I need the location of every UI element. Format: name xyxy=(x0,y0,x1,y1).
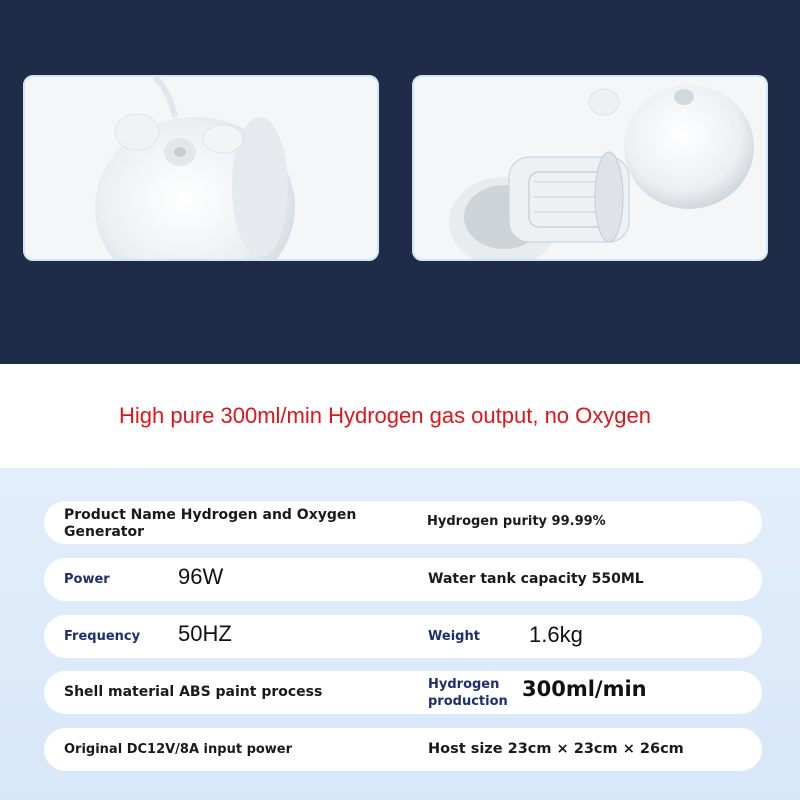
hydrogen-production-label-line2: production xyxy=(428,694,508,709)
host-size: Host size 23cm × 23cm × 26cm xyxy=(428,741,684,757)
spec-row-1 xyxy=(44,501,762,544)
power-value: 96W xyxy=(178,564,224,589)
hydrogen-production-label xyxy=(428,676,508,710)
product-name xyxy=(64,507,364,541)
product-image-exploded xyxy=(412,75,768,261)
spec-row-2 xyxy=(44,558,762,601)
spec-row-3 xyxy=(44,615,762,658)
spec-row-4 xyxy=(44,671,762,714)
frequency-value: 50HZ xyxy=(178,621,232,646)
product-image-assembled xyxy=(23,75,379,261)
shell-material: Shell material ABS paint process xyxy=(64,684,323,700)
input-power: Original DC12V/8A input power xyxy=(64,742,293,757)
spec-row-5 xyxy=(44,728,762,771)
spec-table xyxy=(0,468,800,800)
product-name-line2: Generator xyxy=(64,524,145,540)
weight-label: Weight xyxy=(428,629,480,644)
power-label: Power xyxy=(64,572,110,587)
product-name-line1: Product Name Hydrogen and Oxygen xyxy=(64,507,357,523)
hydrogen-production-label-line1: Hydrogen xyxy=(428,677,500,692)
top-banner xyxy=(0,0,800,364)
headline: High pure 300ml/min Hydrogen gas output, no Oxygen xyxy=(119,403,651,428)
frequency-label: Frequency xyxy=(64,629,141,644)
hydrogen-purity: Hydrogen purity 99.99% xyxy=(427,514,606,529)
hydrogen-production-value: 300ml/min xyxy=(522,677,647,701)
weight-value: 1.6kg xyxy=(529,622,583,647)
water-tank-capacity: Water tank capacity 550ML xyxy=(428,571,644,587)
